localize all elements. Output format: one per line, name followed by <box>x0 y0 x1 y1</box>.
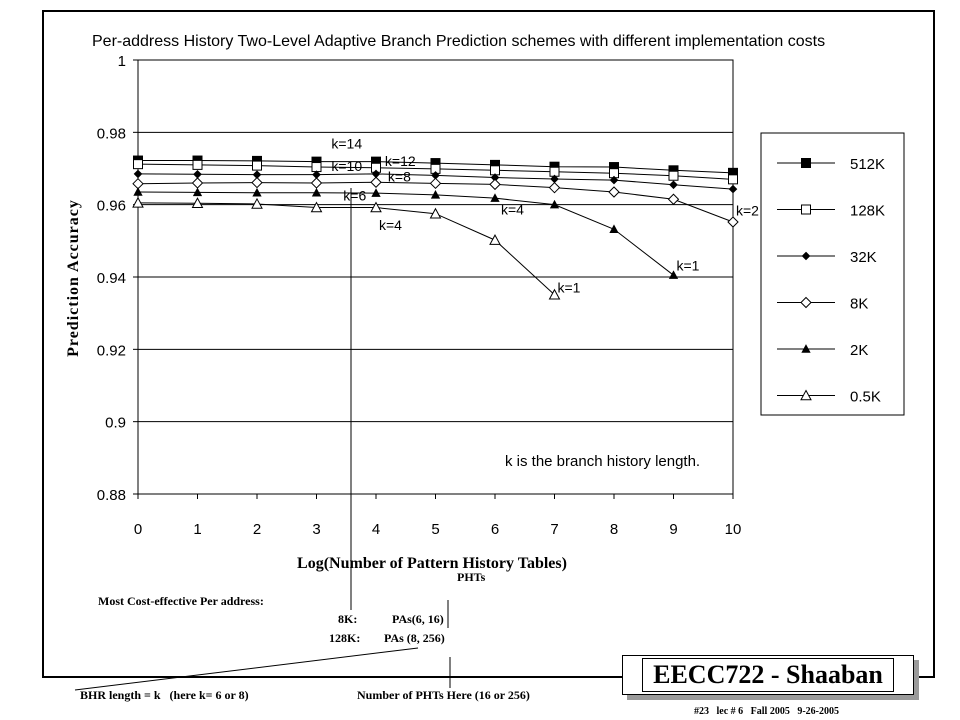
bhr-length-label: BHR length = k (here k= 6 or 8) <box>80 688 249 702</box>
data-point <box>134 160 143 169</box>
y-tick-label: 0.88 <box>96 487 126 504</box>
x-tick-label: 0 <box>133 521 143 538</box>
y-tick-label: 0.94 <box>96 270 126 287</box>
data-point <box>312 163 321 172</box>
y-axis-label: Prediction Accuracy <box>65 199 82 357</box>
legend-label: 0.5K <box>850 388 881 406</box>
legend-marker <box>802 205 811 214</box>
x-tick-label: 9 <box>669 521 678 538</box>
k-annotation: k=8 <box>387 168 411 185</box>
x-tick-label: 5 <box>431 521 440 538</box>
legend-label: 32K <box>850 249 877 266</box>
y-tick-label: 1 <box>117 53 126 70</box>
k-annotation: k=1 <box>676 257 700 274</box>
x-tick-label: 7 <box>550 521 559 538</box>
k-annotation: k=10 <box>331 158 363 175</box>
chart-note: k is the branch history length. <box>505 453 701 470</box>
scheme-8k-size: 8K: <box>338 612 358 626</box>
x-tick-label: 6 <box>490 521 500 538</box>
y-tick-label: 0.92 <box>96 342 126 360</box>
data-point <box>253 161 262 170</box>
k-annotation: k=6 <box>343 187 367 204</box>
data-point <box>729 175 738 184</box>
k-annotation: k=14 <box>331 135 363 152</box>
legend-label: 8K <box>850 295 869 313</box>
x-axis-label: Log(Number of Pattern History Tables) <box>297 555 567 572</box>
scheme-128k-value: PAs (8, 256) <box>384 631 445 645</box>
legend-marker <box>802 159 811 168</box>
scheme-8k-value: PAs(6, 16) <box>392 612 444 626</box>
k-annotation: k=4 <box>378 216 402 233</box>
phts-heading: PHTs <box>457 570 486 584</box>
legend-label: 2K <box>850 342 869 359</box>
x-tick-label: 2 <box>252 521 262 538</box>
chart-title: Per-address History Two-Level Adaptive Branch Prediction schemes with different implementation costs <box>92 33 826 50</box>
legend-label: 512K <box>850 156 886 173</box>
y-tick-label: 0.96 <box>96 197 126 215</box>
k-annotation: k=1 <box>557 279 581 296</box>
pointer-line <box>75 648 418 690</box>
x-tick-label: 1 <box>193 521 202 538</box>
cost-effective-title: Most Cost-effective Per address: <box>98 594 264 608</box>
k-annotation: k=12 <box>384 152 416 169</box>
pht-count-label: Number of PHTs Here (16 or 256) <box>357 688 530 702</box>
k-annotation: k=4 <box>500 201 524 218</box>
x-tick-label: 4 <box>371 521 381 538</box>
x-tick-label: 8 <box>609 521 619 538</box>
legend-box <box>761 133 904 415</box>
slide-footer: #23 lec # 6 Fall 2005 9-26-2005 <box>694 706 839 717</box>
k-annotation: k=2 <box>735 202 759 219</box>
y-tick-label: 0.9 <box>105 414 126 432</box>
x-tick-label: 3 <box>312 521 321 538</box>
data-point <box>193 160 202 169</box>
x-tick-label: 10 <box>724 521 742 538</box>
legend-label: 128K <box>850 202 886 220</box>
course-badge <box>622 655 914 695</box>
scheme-128k-size: 128K: <box>329 631 361 645</box>
y-tick-label: 0.98 <box>96 125 126 143</box>
data-point <box>669 171 678 180</box>
course-badge-text: EECC722 - Shaaban <box>642 658 894 692</box>
